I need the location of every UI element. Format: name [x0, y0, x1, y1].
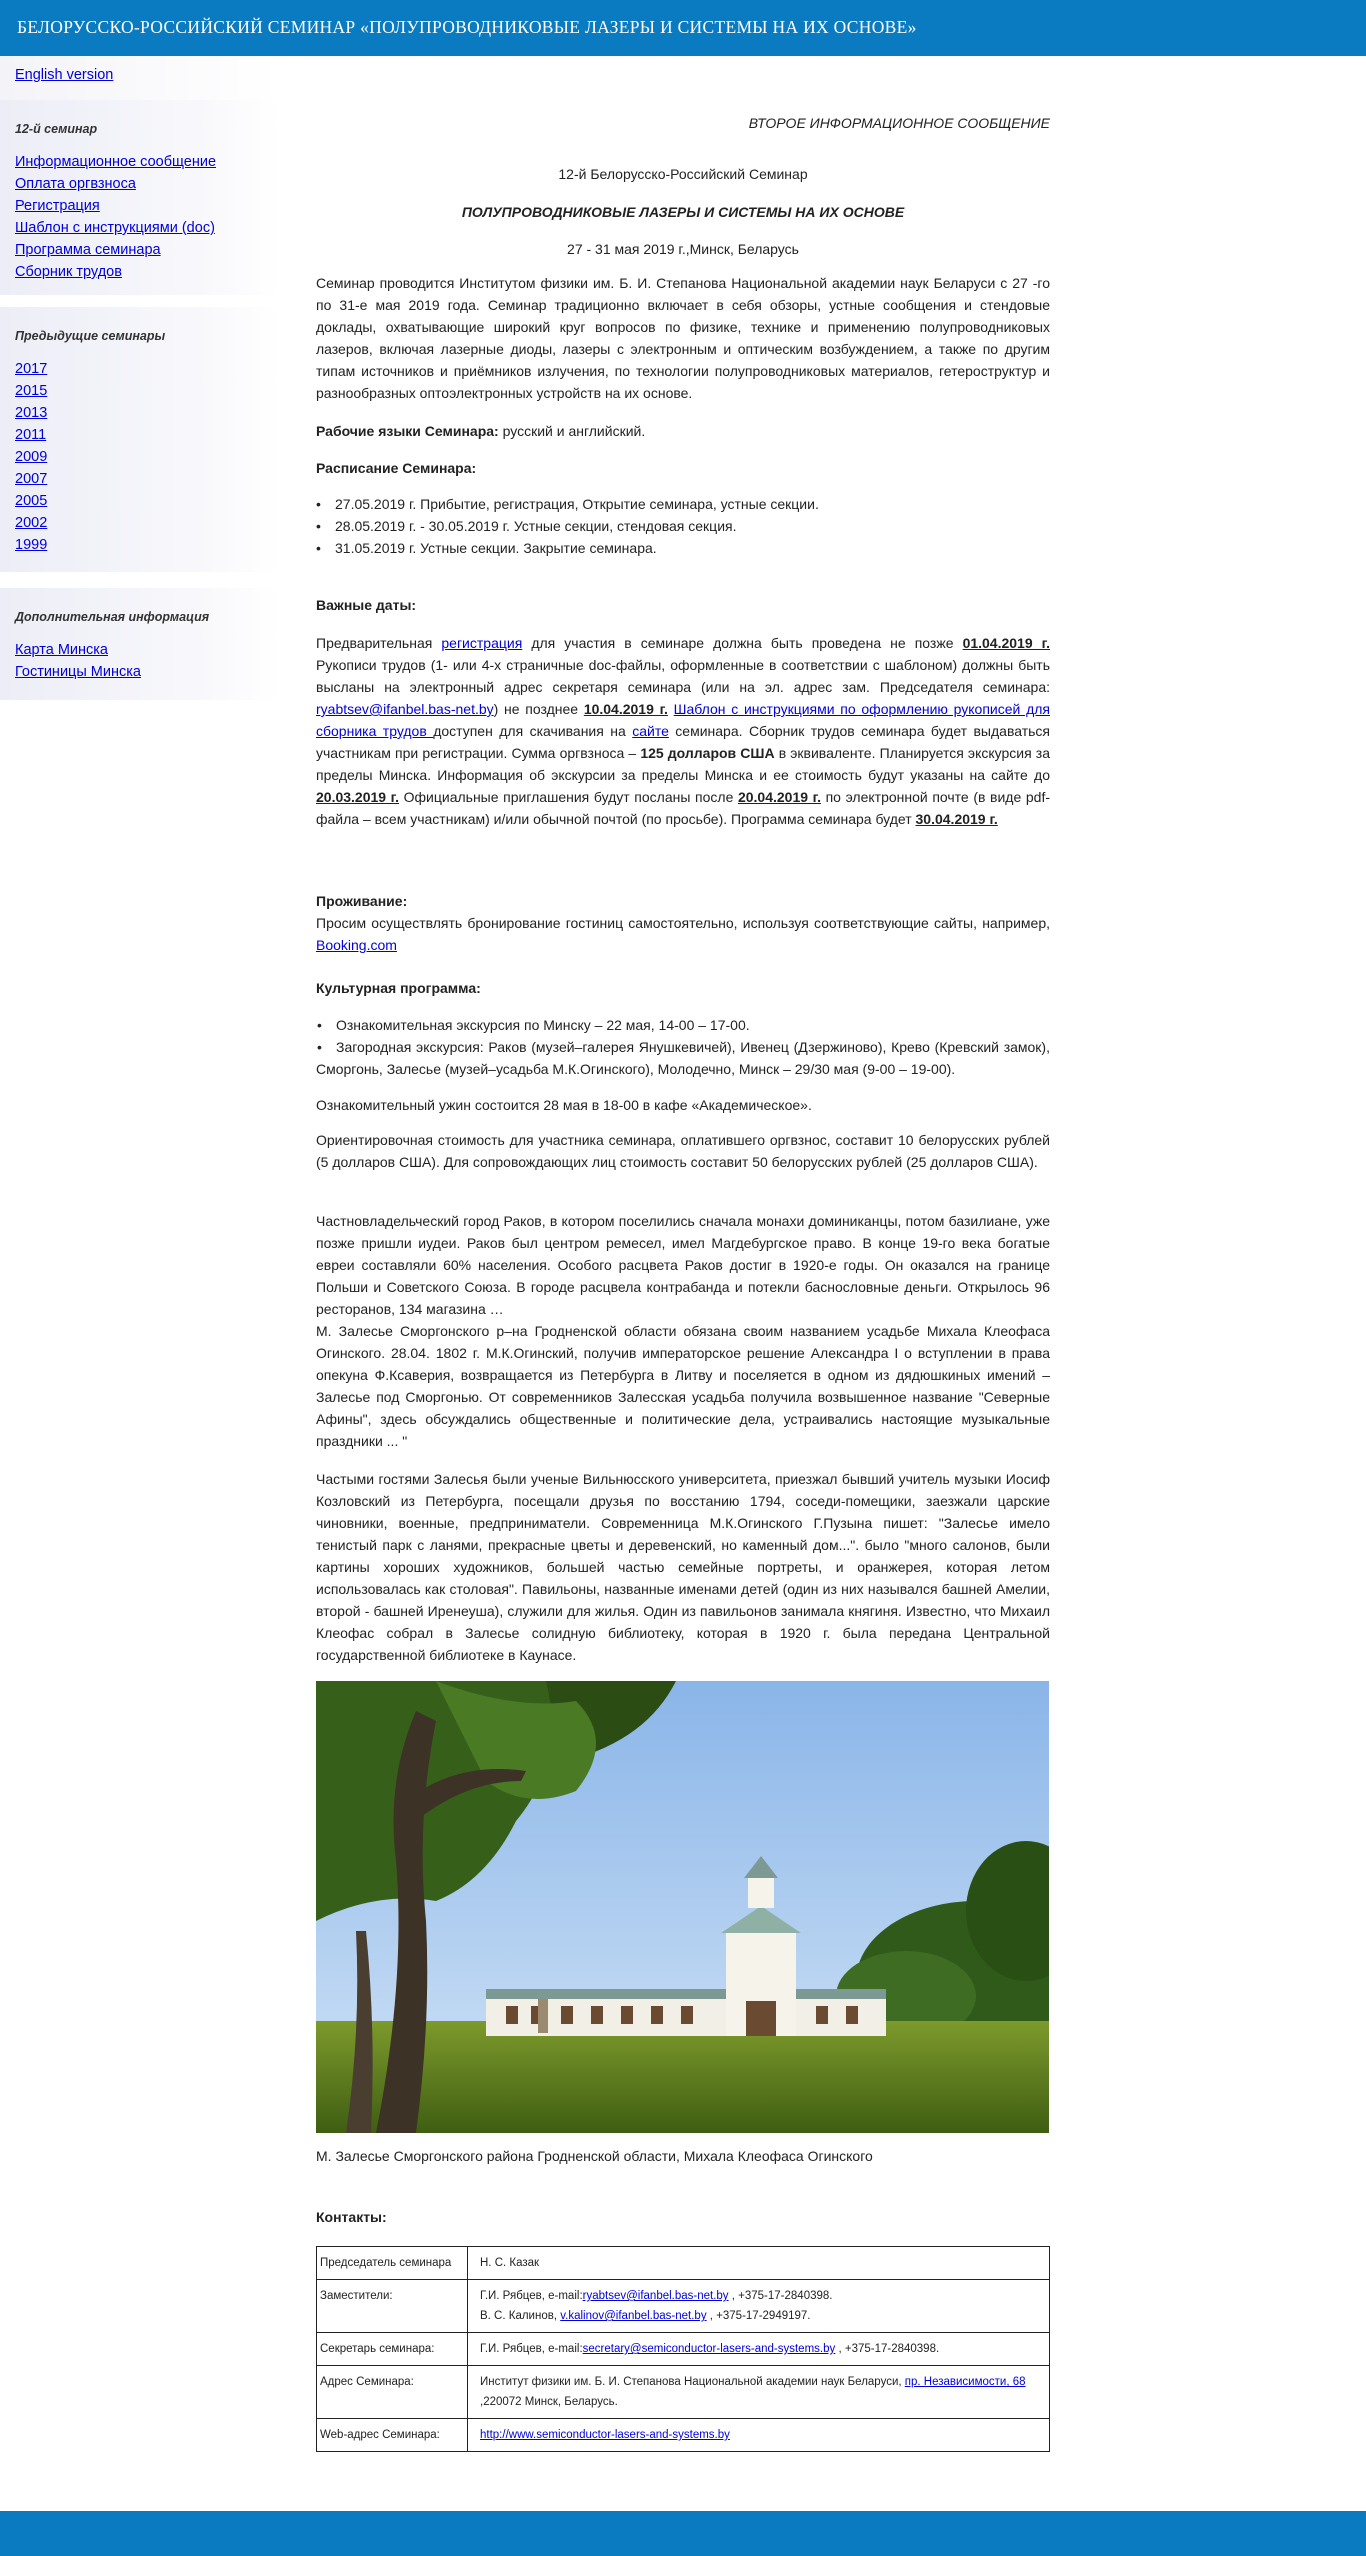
deputy-1-email-link[interactable]: ryabtsev@ifanbel.bas-net.by [582, 2290, 729, 2302]
schedule-heading: Расписание Семинара: [316, 460, 477, 476]
deputy-1 [480, 2286, 1046, 2306]
text-span: Рукописи трудов (1- или 4-х страничные doc-файлы, оформленные в соответствии с шаблоном) должны быть высланы на электронный адрес секретаря семинара (или на эл. адрес зам. Председателя семинара: [316, 657, 1050, 695]
fee-amount: 125 долларов США [640, 745, 775, 761]
sidebar-item-year[interactable]: 2002 [15, 515, 48, 531]
table-row [317, 2280, 1050, 2333]
intro-paragraph: Семинар проводится Институтом физики им. Б. И. Степанова Национальной академии наук Беларуси с 27 -го по 31-е мая 2019 года. Семинар традиционно включает в себя обзоры, устные сообщения и стендовые доклады, охватывающие широкий круг вопросов по физике, технике и применению полупроводниковых лазеров, включая лазерные диоды, лазеры с электронным и оптическим возбуждением, а также по другим типам источников и приёмников излучения, по технологии полупроводниковых материалов, гетероструктур и разнообразных оптоэлектронных устройств на их основе. [316, 275, 1050, 401]
cost-paragraph: Ориентировочная стоимость для участника семинара, оплатившего оргвзнос, составит 10 белорусских рублей (5 долларов США). Для сопровождающих лиц стоимость составит 50 белорусских рублей (25 долларов США). [316, 1132, 1050, 1170]
text-span: семинара. Сборник трудов семинара будет выдаваться участникам при регистрации. Сумма оргвзноса – [316, 723, 1050, 761]
template-link[interactable]: Шаблон с инструкциями по оформлению рукописей для сборника трудов [316, 701, 1050, 739]
zalesie-paragraph: М. Залесье Сморгонского р–на Гродненской области обязана своим названием усадьбе Михала Клеофаса Огинского. 28.04. 1802 г. М.К.Огинский, получив императорское решение Александра I о вступлении в права опекуна Ф.Ксаверия, возвращается из Петербурга в Литву и поселяется в одном из дядюшкиных имений – Залесье под Сморгонью. От современников Залесская усадьба получила возвышенное название "Северные Афины", здесь обсуждались общественные и политические дела, устраивались настоящие музыкальные праздники ... " [316, 1323, 1050, 1449]
language-bar [0, 56, 280, 100]
languages-label: Рабочие языки Семинара: [316, 423, 499, 439]
text-span: по электронной почте (в виде pdf-файла – всем участникам) и/или обычной почтой (по просьбе). Программа семинара будет [316, 789, 1051, 827]
sidebar-item-year[interactable]: 2011 [15, 427, 47, 443]
dinner-paragraph: Ознакомительный ужин состоится 28 мая в 18-00 в кафе «Академическое». [316, 1097, 812, 1113]
address-label: Адрес Семинара: [317, 2366, 468, 2419]
text-span: Г.И. Рябцев, e-mail: [480, 2290, 583, 2302]
contacts-heading: Контакты: [316, 2209, 387, 2225]
sidebar-item-year[interactable]: 2009 [15, 449, 48, 465]
secretary-label: Секретарь семинара: [317, 2333, 468, 2366]
deadline-date: 30.04.2019 г. [915, 811, 998, 827]
deputies-value [468, 2280, 1050, 2333]
languages-paragraph [316, 420, 1050, 442]
extra-info-heading: Дополнительная информация [15, 610, 210, 624]
list-item: • 28.05.2019 г. - 30.05.2019 г. Устные секции, стендовая секция. [335, 515, 1050, 537]
site-link[interactable]: сайте [632, 723, 669, 739]
text-span: Просим осуществлять бронирование гостиниц самостоятельно, используя соответствующие сайты, например, [316, 915, 1050, 931]
text-span: ) не позднее [493, 701, 584, 717]
important-dates-paragraph [316, 632, 1050, 830]
text-span: в эквиваленте. Планируется экскурсия за пределы Минска. Информация об экскурсии за пределы Минска и ее стоимость будут указаны на сайте до [316, 745, 1050, 783]
table-row [317, 2366, 1050, 2419]
sidebar-item-minsk-hotels[interactable]: Гостиницы Минска [15, 664, 141, 680]
deputies-label: Заместители: [317, 2280, 468, 2333]
deadline-date: 10.04.2019 г. [583, 701, 668, 717]
secretary-email-link[interactable]: secretary@semiconductor-lasers-and-systems.by [582, 2343, 836, 2355]
deputy-2 [480, 2306, 1046, 2326]
site-header [0, 0, 1366, 56]
accommodation-heading: Проживание: [316, 893, 408, 909]
sidebar-item-minsk-map[interactable]: Карта Минска [15, 642, 108, 658]
accommodation-paragraph [316, 912, 1050, 956]
table-row [317, 2333, 1050, 2366]
text-span: Г.И. Рябцев, e-mail: [480, 2343, 583, 2355]
secretary-value [468, 2333, 1050, 2366]
sidebar-item-payment[interactable]: Оплата оргвзноса [15, 176, 136, 192]
english-version-link[interactable]: English version [15, 67, 114, 83]
sidebar-item-registration[interactable]: Регистрация [15, 198, 100, 214]
text-span: Официальные приглашения будут посланы после [399, 789, 738, 805]
website-link[interactable]: http://www.semiconductor-lasers-and-systems.by [480, 2429, 730, 2441]
table-row [317, 2247, 1050, 2280]
announcement-title: ВТОРОЕ ИНФОРМАЦИОННОЕ СООБЩЕНИЕ [748, 115, 1050, 131]
text-span: доступен для скачивания на [433, 723, 633, 739]
contacts-table [316, 2246, 1050, 2452]
deputy-email-link[interactable]: ryabtsev@ifanbel.bas-net.by [316, 701, 494, 717]
rakov-paragraph: Частновладельческий город Раков, в котором поселились сначала монахи доминиканцы, потом базилиане, уже позже пришли иудеи. Раков был центром ремесел, имел Магдебургское право. В конце 19-го века богатые евреи составляли 60% населения. Особого расцвета Раков достиг в 1920-е годы. Он оказался на границе Польши и Советского Союза. В городе расцвела контрабанда и потекли баснословные деньги. Открылось 96 ресторанов, 134 магазина … [316, 1213, 1050, 1317]
sidebar-item-info[interactable]: Информационное сообщение [15, 154, 217, 170]
zalesie-estate-photo [316, 1681, 1049, 2133]
text-span: для участия в семинаре должна быть проведена не позже [522, 635, 963, 651]
previous-seminars-menu [0, 307, 280, 572]
extra-info-menu [0, 588, 280, 700]
booking-link[interactable]: Booking.com [316, 937, 397, 953]
deadline-date: 01.04.2019 г. [962, 635, 1051, 651]
registration-link[interactable]: регистрация [441, 635, 523, 651]
chair-label: Председатель семинара [317, 2247, 468, 2280]
site-title: БЕЛОРУССКО-РОССИЙСКИЙ СЕМИНАР «ПОЛУПРОВОДНИКОВЫЕ ЛАЗЕРЫ И СИСТЕМЫ НА ИХ ОСНОВЕ» [17, 17, 917, 37]
list-item: • Загородная экскурсия: Раков (музей–галерея Янушкевичей), Ивенец (Дзержиново), Крево (Кревский замок), Сморгонь, Залесье (музей–усадьба М.К.Огинского), Молодечно, Минск – 29/30 мая (9-00 – 19-00). [316, 1036, 1050, 1080]
web-value [468, 2419, 1050, 2452]
deadline-date: 20.04.2019 г. [737, 789, 821, 805]
address-value [468, 2366, 1050, 2419]
text-span: Институт физики им. Б. И. Степанова Национальной академии наук Беларуси, [480, 2376, 905, 2388]
list-item: • Ознакомительная экскурсия по Минску – 22 мая, 14-00 – 17-00. [336, 1014, 1050, 1036]
culture-list [316, 1014, 1050, 1080]
deadline-date: 20.03.2019 г. [316, 789, 400, 805]
sidebar [0, 56, 280, 680]
sidebar-item-year[interactable]: 1999 [15, 537, 48, 553]
important-dates-heading: Важные даты: [316, 597, 417, 613]
seminar-title: ПОЛУПРОВОДНИКОВЫЕ ЛАЗЕРЫ И СИСТЕМЫ НА ИХ ОСНОВЕ [461, 204, 905, 220]
text-span: , +375-17-2840398. [728, 2290, 833, 2302]
web-label: Web-адрес Семинара: [317, 2419, 468, 2452]
list-item: • 27.05.2019 г. Прибытие, регистрация, Открытие семинара, устные секции. [335, 493, 1050, 515]
list-item: • 31.05.2019 г. Устные секции. Закрытие семинара. [335, 537, 1050, 559]
text-span: , +375-17-2840398. [835, 2343, 940, 2355]
text-span: Предварительная [316, 635, 442, 651]
seminar-dates: 27 - 31 мая 2019 г.,Минск, Беларусь [567, 241, 799, 257]
sidebar-item-template[interactable]: Шаблон с инструкциями (doc) [15, 220, 215, 236]
photo-caption: М. Залесье Сморгонского района Гродненской области, Михала Клеофаса Огинского [316, 2148, 873, 2164]
chair-value: Н. С. Казак [468, 2247, 1050, 2280]
address-map-link[interactable]: пр. Независимости, 68 [904, 2376, 1026, 2388]
seminar-line: 12-й Белорусско-Российский Семинар [558, 166, 808, 182]
current-seminar-heading: 12-й семинар [15, 122, 98, 136]
sidebar-item-year[interactable]: 2007 [15, 471, 48, 487]
sidebar-item-year[interactable]: 2015 [15, 383, 48, 399]
languages-value: русский и английский. [498, 423, 646, 439]
sidebar-item-proceedings[interactable]: Сборник трудов [15, 264, 122, 280]
text-span: В. С. Калинов, [480, 2310, 561, 2322]
previous-seminars-heading: Предыдущие семинары [15, 329, 166, 343]
site-footer [0, 2511, 1366, 2556]
sidebar-item-year[interactable]: 2017 [15, 361, 48, 377]
culture-heading: Культурная программа: [316, 980, 481, 996]
text-span: , +375-17-2949197. [706, 2310, 811, 2322]
sidebar-item-program[interactable]: Программа семинара [15, 242, 161, 258]
sidebar-item-year[interactable]: 2013 [15, 405, 48, 421]
current-seminar-menu [0, 100, 280, 295]
deputy-2-email-link[interactable]: v.kalinov@ifanbel.bas-net.by [560, 2310, 707, 2322]
schedule-list [316, 493, 1050, 559]
guests-paragraph: Частыми гостями Залесья были ученые Вильнюсского университета, приезжал бывший учитель музыки Иосиф Козловский из Петербурга, посещали друзья по восстанию 1794, соседи-помещики, заезжали царские чиновники, военные, предприниматели. Современница М.К.Огинского Г.Пузына пишет: "Залесье имело тенистый парк с ланями, прекрасные цветы и деревенский, но каменный дом...". было "много салонов, были картины хороших художников, большей частью семейные портреты, и оранжерея, которая летом использовалась как столовая". Павильоны, названные именами детей (один из них назывался башней Амелии, второй - башней Иренеуша), служили для жилья. Один из павильонов занимала княгиня. Известно, что Михаил Клеофас собрал в Залесье солидную библиотеку, которая в 1920 г. была передана Центральной государственной библиотеке в Каунасе. [316, 1471, 1050, 1663]
sidebar-item-year[interactable]: 2005 [15, 493, 48, 509]
table-row [317, 2419, 1050, 2452]
text-span: ,220072 Минск, Беларусь. [480, 2396, 618, 2408]
